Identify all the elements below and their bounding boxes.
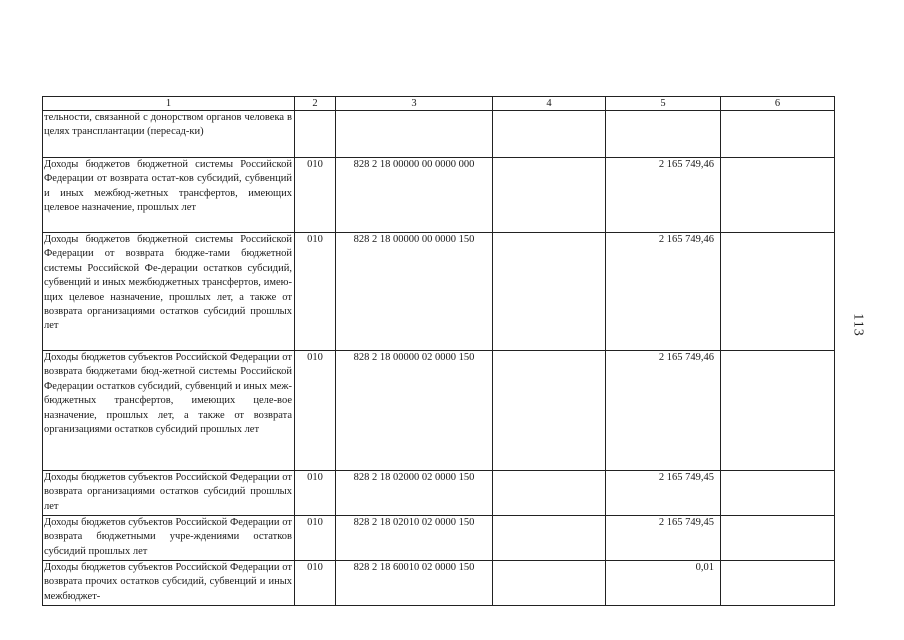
row-col6-cell	[721, 351, 835, 471]
row-col6-cell	[721, 471, 835, 516]
table-header-row	[43, 97, 835, 111]
row-line-code-cell: 010	[295, 516, 336, 561]
row-col6-cell	[721, 516, 835, 561]
row-col6-cell	[721, 111, 835, 158]
page-number: 113	[850, 313, 866, 337]
row-name-cell: Доходы бюджетов субъектов Российской Федерации от возврата бюджетными учре-ждениями остатков субсидий прошлых лет	[43, 516, 295, 561]
row-amount-cell: 2 165 749,46	[606, 158, 721, 233]
row-amount-cell: 2 165 749,46	[606, 351, 721, 471]
header-cell: 6	[721, 97, 835, 111]
row-line-code-cell: 010	[295, 561, 336, 606]
row-col4-cell	[493, 561, 606, 606]
row-line-code-cell: 010	[295, 351, 336, 471]
row-name-cell: Доходы бюджетов субъектов Российской Федерации от возврата прочих остатков субсидий, субвенций и иных межбюджет-	[43, 561, 295, 606]
row-amount-cell: 2 165 749,45	[606, 516, 721, 561]
revenue-table	[42, 96, 835, 606]
row-kbk-code-cell: 828 2 18 02000 02 0000 150	[336, 471, 493, 516]
row-amount-cell: 0,01	[606, 561, 721, 606]
header-cell: 3	[336, 97, 493, 111]
row-col6-cell	[721, 233, 835, 351]
row-name-cell: Доходы бюджетов бюджетной системы Российской Федерации от возврата бюдже-тами бюджетной системы Российской Фе-дерации остатков субсидий, субвенций и иных межбюджетных трансфертов, имею-щих целевое назначение, прошлых лет, а также от возврата организациями остатков субсидий прошлых лет	[43, 233, 295, 351]
row-line-code-cell: 010	[295, 158, 336, 233]
row-kbk-code-cell: 828 2 18 00000 02 0000 150	[336, 351, 493, 471]
row-name-cell: Доходы бюджетов субъектов Российской Федерации от возврата бюджетами бюд-жетной системы Российской Федерации остатков субсидий, субвенций и иных меж-бюджетных трансфертов, имеющих целе-вое назначение, прошлых лет, а также от возврата организациями остатков субсидий прошлых лет	[43, 351, 295, 471]
row-amount-cell: 2 165 749,46	[606, 233, 721, 351]
row-name-cell: Доходы бюджетов субъектов Российской Федерации от возврата организациями остатков субсидий прошлых лет	[43, 471, 295, 516]
row-col4-cell	[493, 111, 606, 158]
row-col6-cell	[721, 158, 835, 233]
row-col4-cell	[493, 471, 606, 516]
row-name-cell: тельности, связанной с донорством органов человека в целях трансплантации (пересад-ки)	[43, 111, 295, 158]
header-cell: 2	[295, 97, 336, 111]
row-kbk-code-cell: 828 2 18 60010 02 0000 150	[336, 561, 493, 606]
table-row	[43, 233, 835, 351]
row-kbk-code-cell: 828 2 18 00000 00 0000 000	[336, 158, 493, 233]
row-kbk-code-cell	[336, 111, 493, 158]
header-cell: 5	[606, 97, 721, 111]
row-line-code-cell: 010	[295, 233, 336, 351]
row-line-code-cell	[295, 111, 336, 158]
table-row	[43, 158, 835, 233]
row-amount-cell: 2 165 749,45	[606, 471, 721, 516]
row-col4-cell	[493, 351, 606, 471]
header-cell: 4	[493, 97, 606, 111]
table-row	[43, 351, 835, 471]
row-col6-cell	[721, 561, 835, 606]
row-name-cell: Доходы бюджетов бюджетной системы Российской Федерации от возврата остат-ков субсидий, субвенций и иных межбюд-жетных трансфертов, имеющих целевое назначение, прошлых лет	[43, 158, 295, 233]
row-col4-cell	[493, 158, 606, 233]
row-col4-cell	[493, 516, 606, 561]
row-kbk-code-cell: 828 2 18 00000 00 0000 150	[336, 233, 493, 351]
table-row	[43, 471, 835, 516]
row-amount-cell	[606, 111, 721, 158]
table-row	[43, 516, 835, 561]
row-line-code-cell: 010	[295, 471, 336, 516]
table-row	[43, 111, 835, 158]
row-col4-cell	[493, 233, 606, 351]
header-cell: 1	[43, 97, 295, 111]
table-row	[43, 561, 835, 606]
row-kbk-code-cell: 828 2 18 02010 02 0000 150	[336, 516, 493, 561]
